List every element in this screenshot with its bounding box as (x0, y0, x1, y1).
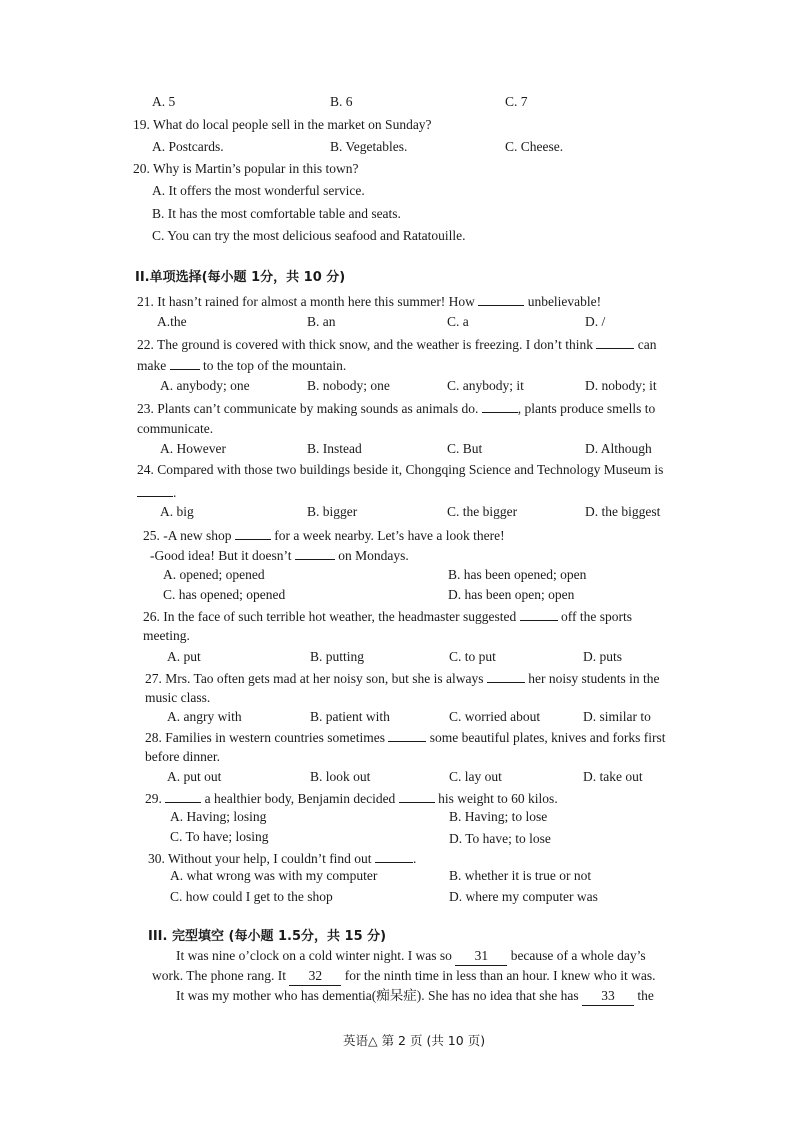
q29-stem-mid: a healthier body, Benjamin decided (204, 791, 396, 806)
q21-blank (478, 291, 524, 306)
q24-line2-end: . (173, 485, 177, 500)
q22-blank-2 (170, 355, 200, 370)
page-footer: 英语△ 第 2 页 (共 10 页) (343, 1033, 486, 1048)
cloze-blank-33: 33 (582, 987, 634, 1006)
q21-option-c: C. a (447, 314, 469, 329)
q20-stem: 20. Why is Martin’s popular in this town? (133, 161, 359, 176)
q18-option-c: C. 7 (505, 94, 528, 109)
passage-line-3-start: It was my mother who has dementia(痴呆症). She has no idea that she has (176, 988, 579, 1003)
q30-option-d: D. where my computer was (449, 889, 598, 904)
q23-option-b: B. Instead (307, 441, 362, 456)
passage-line-3 (176, 987, 654, 1006)
q27-option-d: D. similar to (583, 709, 651, 724)
q30-option-a: A. what wrong was with my computer (170, 868, 378, 883)
q21-option-b: B. an (307, 314, 336, 329)
q27-option-a: A. angry with (167, 709, 242, 724)
q25-line1-start: 25. -A new shop (143, 528, 232, 543)
q22-line2-start: make (137, 358, 167, 373)
q19-stem: 19. What do local people sell in the market on Sunday? (133, 117, 432, 132)
q29-option-a: A. Having; losing (170, 809, 267, 824)
section-3-heading: III. 完型填空 (每小题 1.5分，共 15 分) (148, 929, 387, 944)
q29-blank-1 (165, 788, 201, 803)
q30-stem-start: 30. Without your help, I couldn’t find out (148, 851, 372, 866)
q18-option-a: A. 5 (152, 94, 176, 109)
q28-blank (388, 727, 426, 742)
q24-option-a: A. big (160, 504, 194, 519)
q24-line1: 24. Compared with those two buildings beside it, Chongqing Science and Technology Museum is (137, 462, 664, 477)
q23-option-a: A. However (160, 441, 226, 456)
q26-line1 (143, 606, 632, 626)
q26-option-d: D. puts (583, 649, 623, 664)
q19-option-c: C. Cheese. (505, 139, 564, 154)
q27-option-c: C. worried about (449, 709, 541, 724)
passage-line-2-start: work. The phone rang. It (152, 968, 286, 983)
passage-line-1-end: because of a whole day’s (510, 948, 646, 963)
q27-line1 (145, 668, 660, 688)
q21-stem-start: 21. It hasn’t rained for almost a month here this summer! How (137, 294, 475, 309)
q22-option-b: B. nobody; one (307, 378, 390, 393)
q28-line2: before dinner. (145, 749, 220, 764)
q23-option-d: D. Although (585, 441, 652, 456)
q26-line2: meeting. (143, 628, 190, 643)
q22-stem-end: can (637, 337, 657, 352)
q25-blank-1 (235, 525, 271, 540)
q28-line1-end: some beautiful plates, knives and forks first (429, 730, 666, 745)
q30-blank (375, 848, 413, 863)
cloze-blank-31: 31 (455, 947, 507, 966)
q28-option-d: D. take out (583, 769, 643, 784)
q28-option-b: B. look out (310, 769, 371, 784)
q22-option-d: D. nobody; it (585, 378, 657, 393)
q28-option-a: A. put out (167, 769, 222, 784)
q28-line1 (145, 727, 666, 747)
q29-number: 29. (145, 791, 162, 806)
q24-option-c: C. the bigger (447, 504, 518, 519)
q25-option-c: C. has opened; opened (163, 587, 286, 602)
q20-option-c: C. You can try the most delicious seafood and Ratatouille. (152, 228, 466, 243)
q29-stem (145, 788, 558, 808)
q25-blank-2 (295, 545, 335, 560)
q27-line1-start: 27. Mrs. Tao often gets mad at her noisy son, but she is always (145, 671, 484, 686)
q30-option-c: C. how could I get to the shop (170, 889, 333, 904)
q22-stem-start: 22. The ground is covered with thick snow, and the weather is freezing. I don’t think (137, 337, 594, 352)
q27-blank (487, 668, 525, 683)
q21-option-a: A.the (157, 314, 187, 329)
passage-line-3-end: the (637, 988, 654, 1003)
q27-line1-end: her noisy students in the (528, 671, 660, 686)
q25-line2-end: on Mondays. (338, 548, 409, 563)
q29-blank-2 (399, 788, 435, 803)
q25-option-a: A. opened; opened (163, 567, 265, 582)
q28-option-c: C. lay out (449, 769, 502, 784)
q30-option-b: B. whether it is true or not (449, 868, 592, 883)
q26-line1-end: off the sports (560, 609, 632, 624)
q24-option-d: D. the biggest (585, 504, 661, 519)
q23-line1 (137, 398, 655, 418)
q29-option-b: B. Having; to lose (449, 809, 548, 824)
q25-option-d: D. has been open; open (448, 587, 575, 602)
q19-option-a: A. Postcards. (152, 139, 224, 154)
q23-stem-start: 23. Plants can’t communicate by making sounds as animals do. (137, 401, 479, 416)
q26-option-c: C. to put (449, 649, 496, 664)
q22-option-a: A. anybody; one (160, 378, 250, 393)
q22-option-c: C. anybody; it (447, 378, 524, 393)
q25-option-b: B. has been opened; open (448, 567, 587, 582)
q24-option-b: B. bigger (307, 504, 358, 519)
q26-blank (520, 606, 558, 621)
q28-line1-start: 28. Families in western countries sometimes (145, 730, 385, 745)
q22-blank-1 (596, 334, 634, 349)
q26-option-a: A. put (167, 649, 201, 664)
q29-stem-end: his weight to 60 kilos. (438, 791, 558, 806)
q23-blank (482, 398, 518, 413)
q24-line2 (137, 482, 176, 502)
q26-option-b: B. putting (310, 649, 365, 664)
q22-line2 (137, 355, 346, 375)
section-2-heading: II.单项选择(每小题 1分，共 10 分) (135, 270, 346, 285)
q30-stem (148, 848, 416, 868)
q22-line1 (137, 334, 657, 354)
q29-option-d: D. To have; to lose (449, 831, 551, 846)
q29-option-c: C. To have; losing (170, 829, 269, 844)
q20-option-a: A. It offers the most wonderful service. (152, 183, 365, 198)
q26-line1-start: 26. In the face of such terrible hot weather, the headmaster suggested (143, 609, 517, 624)
passage-line-1 (176, 947, 646, 966)
q27-line2: music class. (145, 690, 211, 705)
q21-stem (137, 291, 601, 311)
passage-line-2-end: for the ninth time in less than an hour. I knew who it was. (344, 968, 656, 983)
q21-option-d: D. / (585, 314, 606, 329)
passage-line-1-start: It was nine o’clock on a cold winter night. I was so (176, 948, 452, 963)
q25-line2-start: -Good idea! But it doesn’t (150, 548, 292, 563)
q25-line2 (150, 545, 409, 565)
q23-stem-end: , plants produce smells to (517, 401, 656, 416)
q25-line1 (143, 525, 505, 545)
q23-line2: communicate. (137, 421, 214, 436)
q27-option-b: B. patient with (310, 709, 390, 724)
q30-stem-end: . (412, 851, 417, 866)
q23-option-c: C. But (447, 441, 483, 456)
q22-line2-end: to the top of the mountain. (203, 358, 347, 373)
q24-blank (137, 482, 173, 497)
q25-line1-end: for a week nearby. Let’s have a look there! (274, 528, 505, 543)
passage-line-2 (152, 967, 656, 986)
q18-option-b: B. 6 (330, 94, 353, 109)
q20-option-b: B. It has the most comfortable table and seats. (152, 206, 401, 221)
cloze-blank-32: 32 (289, 967, 341, 986)
q19-option-b: B. Vegetables. (330, 139, 408, 154)
q21-stem-end: unbelievable! (527, 294, 602, 309)
